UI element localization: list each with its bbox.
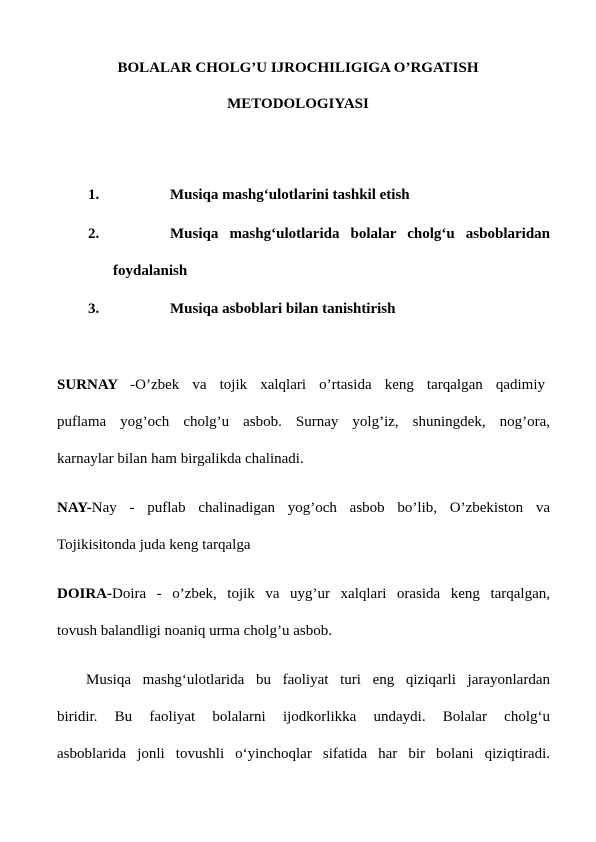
toc-number-1: 1.	[88, 187, 100, 203]
toc-item-2-continuation: foydalanish	[113, 263, 188, 279]
toc-number-2: 2.	[88, 226, 100, 242]
final-line-1: Musiqa mashg‘ulotlarida bu faoliyat turi eng qiziqarli jarayonlardan	[86, 672, 550, 688]
surnay-line-3: karnaylar bilan ham birgalikda chalinadi.	[57, 451, 304, 467]
nay-line-2: Tojikisitonda juda keng tarqalga	[57, 537, 251, 553]
doira-text-1: Doira - o’zbek, tojik va uyg’ur xalqlari orasida keng tarqalgan,	[112, 586, 550, 602]
nay-line-1	[57, 500, 550, 517]
term-nay: NAY-	[57, 500, 92, 516]
title-line-1: BOLALAR CHOLG’U IJROCHILIGIGA O’RGATISH	[117, 60, 479, 76]
toc-item-2: Musiqa mashg‘ulotlarida bolalar cholg‘u asboblaridan	[170, 226, 550, 242]
toc-item-3: Musiqa asboblari bilan tanishtirish	[170, 301, 396, 317]
surnay-line-1	[57, 377, 545, 394]
title-line-2: METODOLOGIYASI	[227, 96, 369, 112]
final-line-3: asboblarida jonli tovushli o‘yinchoqlar sifatida har bir bolani qiziqtiradi.	[57, 746, 550, 762]
nay-text-1: Nay - puflab chalinadigan yog’och asbob bo’lib, O’zbekiston va	[91, 500, 550, 516]
surnay-line-2: puflama yog’och cholg’u asbob. Surnay yolg’iz, shuningdek, nog’ora,	[57, 414, 550, 430]
doira-line-2: tovush balandligi noaniq urma cholg’u asbob.	[57, 623, 332, 639]
term-surnay: SURNAY	[57, 377, 119, 393]
toc-number-3: 3.	[88, 301, 100, 317]
toc-item-1: Musiqa mashg‘ulotlarini tashkil etish	[170, 187, 410, 203]
term-doira: DOIRA-	[57, 586, 112, 602]
final-line-2: biridir. Bu faoliyat bolalarni ijodkorlikka undaydi. Bolalar cholg‘u	[57, 709, 550, 725]
doira-line-1	[57, 586, 550, 603]
surnay-text-1: -O’zbek va tojik xalqlari o’rtasida keng tarqalgan qadimiy	[130, 377, 545, 393]
